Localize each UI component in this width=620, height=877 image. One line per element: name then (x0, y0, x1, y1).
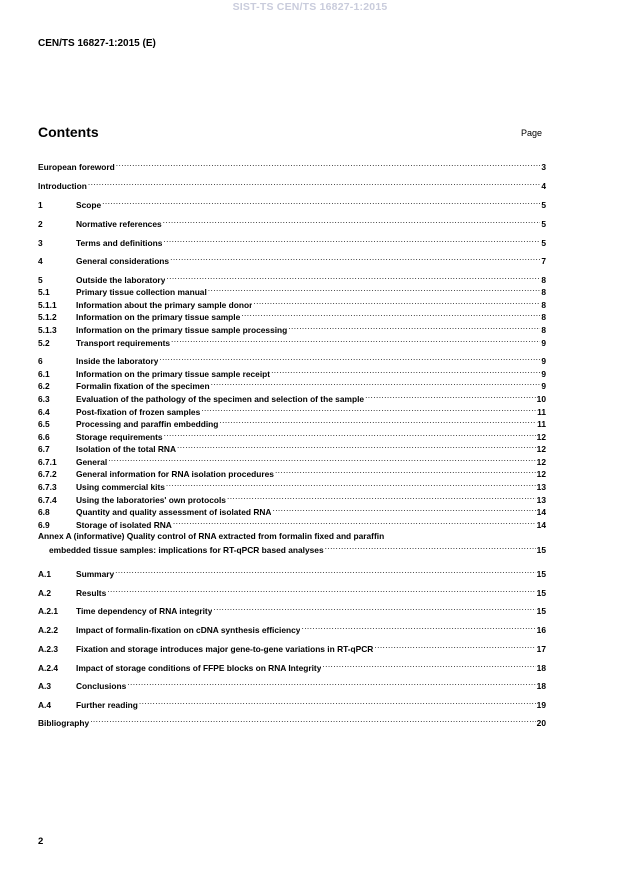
toc-entry[interactable] (38, 252, 546, 264)
toc-entry-page: 13 (536, 495, 546, 505)
toc-entry-number: 6.7.2 (38, 469, 57, 479)
toc-entry-number: 2 (38, 219, 43, 229)
toc-entry-page: 8 (541, 312, 546, 322)
toc-entry[interactable] (38, 621, 546, 633)
toc-entry-number: 6.6 (38, 432, 50, 442)
toc-entry-title: Information about the primary sample donor (76, 300, 253, 310)
dot-leader (211, 377, 541, 389)
dot-leader (208, 283, 541, 295)
toc-entry-title: Information on the primary tissue sample processing (76, 325, 288, 335)
toc-entry-page: 12 (536, 432, 546, 442)
dot-leader (164, 428, 536, 440)
toc-entry[interactable] (38, 352, 546, 364)
contents-title: Contents (38, 124, 99, 140)
dot-leader (127, 677, 535, 689)
watermark: SIST-TS CEN/TS 16827-1:2015 (232, 1, 388, 13)
toc-entry-number: 5.1.3 (38, 325, 57, 335)
toc-entry[interactable] (38, 196, 546, 208)
toc-entry-number: A.2.2 (38, 625, 59, 635)
toc-entry-page: 8 (541, 287, 546, 297)
dot-leader (271, 365, 540, 377)
toc-entry-number: 5 (38, 275, 43, 285)
dot-leader (90, 714, 535, 726)
toc-entry-title: Using commercial kits (76, 482, 165, 492)
toc-entry-page: 17 (536, 644, 546, 654)
toc-entry-title: Information on the primary tissue sample receipt (76, 369, 271, 379)
toc-entry-title: Inside the laboratory (76, 356, 159, 366)
dot-leader (253, 296, 540, 308)
dot-leader (301, 621, 535, 633)
toc-entry-number: 4 (38, 256, 43, 266)
toc-entry[interactable] (38, 491, 546, 503)
toc-entry-number: 3 (38, 238, 43, 248)
toc-entry-number: 6.2 (38, 381, 50, 391)
toc-entry-number: 5.1.2 (38, 312, 57, 322)
dot-leader (219, 415, 536, 427)
toc-entry-number: 1 (38, 200, 43, 210)
page-column-label: Page (520, 128, 542, 138)
toc-entry-title: Time dependency of RNA integrity (76, 606, 213, 616)
toc-entry-page: 7 (541, 256, 546, 266)
dot-leader (227, 491, 536, 503)
toc-entry-page: 19 (536, 700, 546, 710)
toc-entry-page: 5 (541, 200, 546, 210)
toc-entry-number: A.2 (38, 588, 52, 598)
toc-entry-number: A.1 (38, 569, 52, 579)
toc-entry-page: 9 (541, 356, 546, 366)
annex-a-entry[interactable] (38, 531, 546, 556)
toc-entry-page: 5 (541, 238, 546, 248)
toc-entry-page: 16 (536, 625, 546, 635)
dot-leader (102, 196, 540, 208)
toc-entry[interactable] (38, 640, 546, 652)
dot-leader (170, 252, 540, 264)
toc-entry[interactable] (38, 321, 546, 333)
toc-entry-page: 11 (537, 419, 546, 429)
toc-entry-number: 6.9 (38, 520, 50, 530)
footer-page-number: 2 (38, 836, 44, 847)
toc-entry-page: 13 (536, 482, 546, 492)
toc-entry[interactable] (38, 503, 546, 515)
dot-leader (288, 321, 540, 333)
toc-entry-number: A.2.4 (38, 663, 59, 673)
annex-title-line1: Annex A (informative) Quality control of RNA extracted from formalin fixed and paraffin (38, 531, 385, 541)
dot-leader (213, 602, 535, 614)
toc-entry-page: 14 (536, 520, 546, 530)
toc-entry[interactable] (38, 659, 546, 671)
toc-entry-title: Conclusions (76, 681, 127, 691)
annex-page-number: 15 (536, 545, 546, 555)
toc-entry-title: Terms and definitions (76, 238, 163, 248)
toc-entry-page: 8 (541, 300, 546, 310)
dot-leader (159, 352, 540, 364)
toc-entry-title: Evaluation of the pathology of the specimen and selection of the sample (76, 394, 365, 404)
annex-title-line2: embedded tissue samples: implications for RT-qPCR based analyses (49, 545, 324, 555)
dot-leader (139, 696, 536, 708)
toc-entry-page: 3 (541, 162, 546, 172)
toc-entry-number: A.2.3 (38, 644, 59, 654)
toc-entry-title: Transport requirements (76, 338, 171, 348)
document-reference: CEN/TS 16827-1:2015 (E) (38, 38, 156, 49)
toc-entry-title: Scope (76, 200, 102, 210)
toc-entry-title: Impact of storage conditions of FFPE blocks on RNA Integrity (76, 663, 322, 673)
toc-entry-number: 6.4 (38, 407, 50, 417)
toc-entry-number: 6.7.4 (38, 495, 57, 505)
toc-entry-title: Results (76, 588, 107, 598)
dot-leader (173, 516, 536, 528)
toc-entry-number: A.2.1 (38, 606, 59, 616)
toc-entry[interactable] (38, 428, 546, 440)
toc-entry-page: 11 (537, 407, 546, 417)
toc-entry-page: 20 (536, 718, 546, 728)
toc-entry-title: Introduction (38, 181, 87, 191)
toc-entry[interactable] (38, 334, 546, 346)
toc-entry-page: 15 (536, 569, 546, 579)
toc-entry-page: 12 (536, 457, 546, 467)
toc-entry[interactable] (38, 377, 546, 389)
toc-entry[interactable] (38, 465, 546, 477)
toc-entry[interactable] (38, 283, 546, 295)
toc-entry-page: 12 (536, 469, 546, 479)
toc-entry-title: Normative references (76, 219, 162, 229)
toc-entry-title: Formalin fixation of the specimen (76, 381, 210, 391)
toc-entry-page: 8 (541, 275, 546, 285)
toc-entry-title: Storage requirements (76, 432, 163, 442)
toc-entry-title: Further reading (76, 700, 138, 710)
toc-entry[interactable] (38, 696, 546, 708)
toc-entry-title: General (76, 457, 108, 467)
dot-leader (177, 440, 536, 452)
toc-entry[interactable] (38, 177, 546, 189)
dot-leader (116, 158, 541, 170)
dot-leader (365, 390, 536, 402)
toc-entry-title: Impact of formalin-fixation on cDNA synthesis efficiency (76, 625, 301, 635)
toc-entry-number: A.3 (38, 681, 52, 691)
toc-entry-title: Outside the laboratory (76, 275, 166, 285)
toc-entry-number: 6.7.1 (38, 457, 57, 467)
toc-entry[interactable] (38, 516, 546, 528)
toc-entry-page: 15 (536, 606, 546, 616)
toc-entry-page: 12 (536, 444, 546, 454)
toc-entry-title: European foreword (38, 162, 115, 172)
toc-entry-number: 5.1.1 (38, 300, 57, 310)
toc-entry-page: 9 (541, 338, 546, 348)
toc-entry-number: 6.7.3 (38, 482, 57, 492)
dot-leader (163, 215, 541, 227)
toc-entry[interactable] (38, 677, 546, 689)
toc-entry-title: Isolation of the total RNA (76, 444, 177, 454)
dot-leader (166, 478, 536, 490)
toc-entry-title: General information for RNA isolation procedures (76, 469, 274, 479)
dot-leader (108, 453, 535, 465)
dot-leader (275, 465, 536, 477)
toc-entry-title: Fixation and storage introduces major gene-to-gene variations in RT-qPCR (76, 644, 374, 654)
dot-leader (272, 503, 535, 515)
dot-leader (163, 234, 540, 246)
dot-leader (171, 334, 540, 346)
toc-entry[interactable] (38, 714, 546, 726)
dot-leader (322, 659, 535, 671)
toc-entry-title: Processing and paraffin embedding (76, 419, 219, 429)
toc-entry-title: Post-fixation of frozen samples (76, 407, 201, 417)
toc-entry[interactable] (38, 365, 546, 377)
toc-entry[interactable] (38, 271, 546, 283)
toc-entry-title: Information on the primary tissue sample (76, 312, 241, 322)
toc-entry-title: Storage of isolated RNA (76, 520, 172, 530)
toc-entry[interactable] (38, 478, 546, 490)
toc-entry[interactable] (38, 158, 546, 170)
toc-entry-title: Summary (76, 569, 115, 579)
toc-entry-title: Bibliography (38, 718, 90, 728)
dot-leader (325, 542, 536, 553)
dot-leader (107, 584, 535, 596)
toc-entry[interactable] (38, 215, 546, 227)
toc-entry-page: 18 (536, 663, 546, 673)
dot-leader (201, 403, 536, 415)
dot-leader (166, 271, 540, 283)
toc-entry[interactable] (38, 440, 546, 452)
toc-entry[interactable] (38, 453, 546, 465)
toc-entry[interactable] (38, 390, 546, 402)
toc-entry[interactable] (38, 584, 546, 596)
toc-entry-number: 5.2 (38, 338, 50, 348)
toc-entry-page: 8 (541, 325, 546, 335)
dot-leader (241, 308, 540, 320)
toc-entry-page: 15 (536, 588, 546, 598)
toc-entry-number: 6.1 (38, 369, 50, 379)
toc-entry-page: 18 (536, 681, 546, 691)
toc-entry-number: 6 (38, 356, 43, 366)
toc-entry-title: Using the laboratories' own protocols (76, 495, 226, 505)
toc-entry[interactable] (38, 403, 546, 415)
toc-entry-page: 9 (541, 381, 546, 391)
dot-leader (88, 177, 540, 189)
toc-entry-title: General considerations (76, 256, 170, 266)
toc-entry[interactable] (38, 602, 546, 614)
toc-entry[interactable] (38, 415, 546, 427)
toc-entry[interactable] (38, 234, 546, 246)
dot-leader (115, 565, 536, 577)
toc-entry-number: A.4 (38, 700, 52, 710)
toc-entry-number: 6.3 (38, 394, 50, 404)
toc-entry-number: 6.5 (38, 419, 50, 429)
toc-entry-page: 9 (541, 369, 546, 379)
dot-leader (374, 640, 535, 652)
toc-entry-page: 14 (536, 507, 546, 517)
toc-entry-page: 5 (541, 219, 546, 229)
toc-entry-page: 10 (536, 394, 546, 404)
toc-entry[interactable] (38, 308, 546, 320)
toc-entry-number: 6.7 (38, 444, 50, 454)
toc-entry-title: Primary tissue collection manual (76, 287, 207, 297)
toc-entry-number: 6.8 (38, 507, 50, 517)
toc-entry[interactable] (38, 296, 546, 308)
toc-entry-title: Quantity and quality assessment of isolated RNA (76, 507, 272, 517)
toc-entry-page: 4 (541, 181, 546, 191)
toc-entry[interactable] (38, 565, 546, 577)
toc-entry-number: 5.1 (38, 287, 50, 297)
